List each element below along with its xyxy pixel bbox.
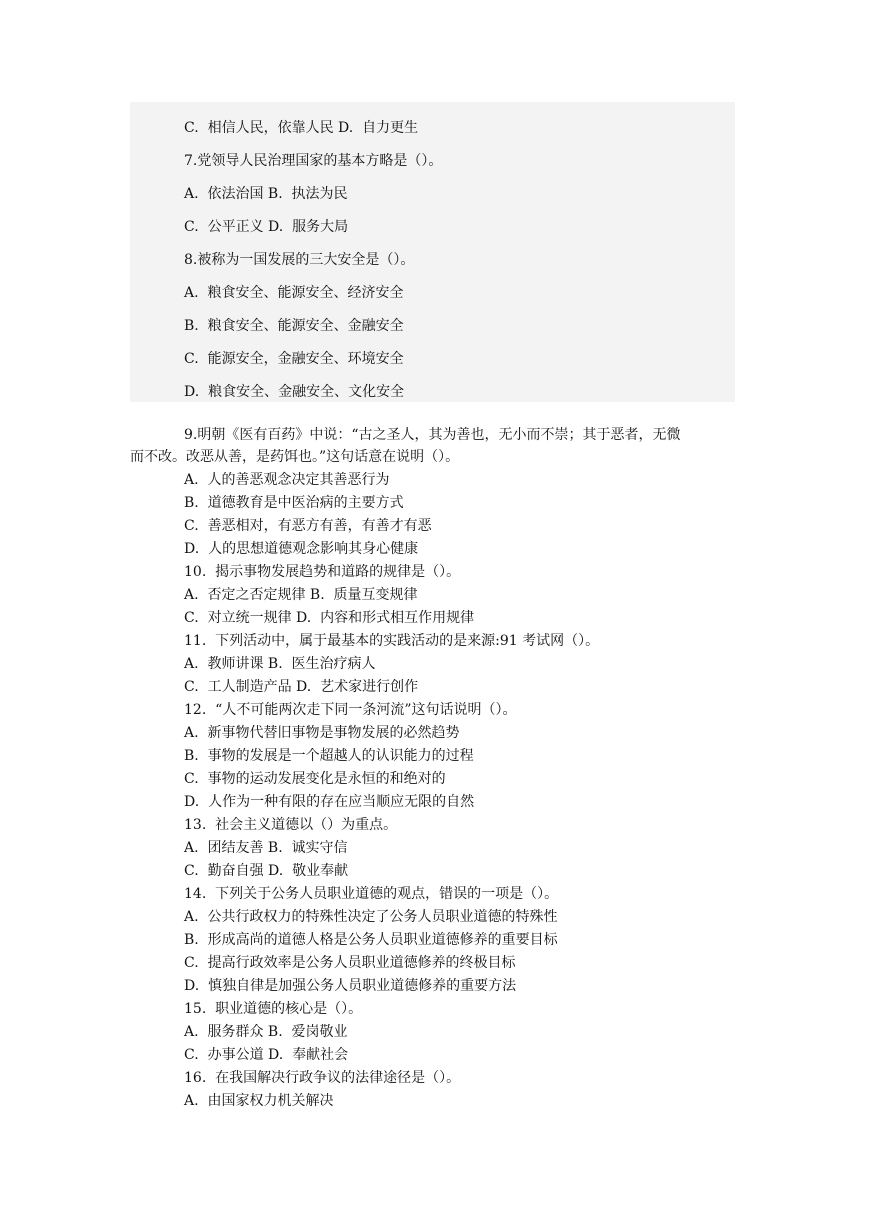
option-line: C. 事物的运动发展变化是永恒的和绝对的 — [184, 771, 446, 787]
question-line: 9.明朝《医有百药》中说：“古之圣人，其为善也，无小而不崇；其于恶者，无微 — [184, 427, 681, 443]
option-line: C. 善恶相对，有恶方有善，有善才有恶 — [184, 518, 432, 534]
option-line: D. 粮食安全、金融安全、文化安全 — [184, 384, 405, 400]
option-line: C. 提高行政效率是公务人员职业道德修养的终极目标 — [184, 955, 516, 971]
question-line: 11. 下列活动中，属于最基本的实践活动的是来源:91 考试网（）。 — [184, 633, 600, 649]
option-line: A. 教师讲课 B. 医生治疗病人 — [184, 656, 376, 672]
option-line: C. 能源安全，金融安全、环境安全 — [184, 351, 404, 367]
question-line: 14. 下列关于公务人员职业道德的观点，错误的一项是（）。 — [184, 886, 559, 902]
option-line: B. 事物的发展是一个超越人的认识能力的过程 — [184, 748, 474, 764]
option-line: A. 否定之否定规律 B. 质量互变规律 — [184, 587, 418, 603]
option-line: A. 公共行政权力的特殊性决定了公务人员职业道德的特殊性 — [184, 909, 558, 925]
question-line: 10. 揭示事物发展趋势和道路的规律是（）。 — [184, 564, 461, 580]
option-line: D. 慎独自律是加强公务人员职业道德修养的重要方法 — [184, 978, 517, 994]
option-line: A. 粮食安全、能源安全、经济安全 — [184, 285, 404, 301]
option-line: A. 服务群众 B. 爱岗敬业 — [184, 1024, 348, 1040]
question-line: 13. 社会主义道德以（）为重点。 — [184, 817, 398, 833]
option-line: C. 勤奋自强 D. 敬业奉献 — [184, 863, 349, 879]
option-line: B. 形成高尚的道德人格是公务人员职业道德修养的重要目标 — [184, 932, 558, 948]
option-line: D. 人的思想道德观念影响其身心健康 — [184, 541, 419, 557]
option-line: D. 人作为一种有限的存在应当顺应无限的自然 — [184, 794, 475, 810]
option-line: C. 工人制造产品 D. 艺术家进行创作 — [184, 679, 419, 695]
question-line: 12. “人不可能两次走下同一条河流”这句话说明（）。 — [184, 702, 517, 718]
option-line: C. 办事公道 D. 奉献社会 — [184, 1047, 349, 1063]
option-line: A. 团结友善 B. 诚实守信 — [184, 840, 348, 856]
option-line: A. 人的善恶观念决定其善恶行为 — [184, 472, 390, 488]
option-line: C. 公平正义 D. 服务大局 — [184, 219, 349, 235]
question-line: 7.党领导人民治理国家的基本方略是（）。 — [184, 153, 443, 169]
question-line: 16. 在我国解决行政争议的法律途径是（）。 — [184, 1070, 461, 1086]
question-line: 而不改。改恶从善，是药饵也。”这句话意在说明（）。 — [130, 449, 460, 465]
option-line: A. 新事物代替旧事物是事物发展的必然趋势 — [184, 725, 460, 741]
option-line: A. 由国家权力机关解决 — [184, 1093, 334, 1109]
option-line: B. 粮食安全、能源安全、金融安全 — [184, 318, 404, 334]
question-line: 8.被称为一国发展的三大安全是（）。 — [184, 252, 415, 268]
option-line: C. 相信人民，依靠人民 D. 自力更生 — [184, 120, 419, 136]
question-line: 15. 职业道德的核心是（）。 — [184, 1001, 363, 1017]
option-line: C. 对立统一规律 D. 内容和形式相互作用规律 — [184, 610, 475, 626]
option-line: A. 依法治国 B. 执法为民 — [184, 186, 348, 202]
option-line: B. 道德教育是中医治病的主要方式 — [184, 495, 404, 511]
